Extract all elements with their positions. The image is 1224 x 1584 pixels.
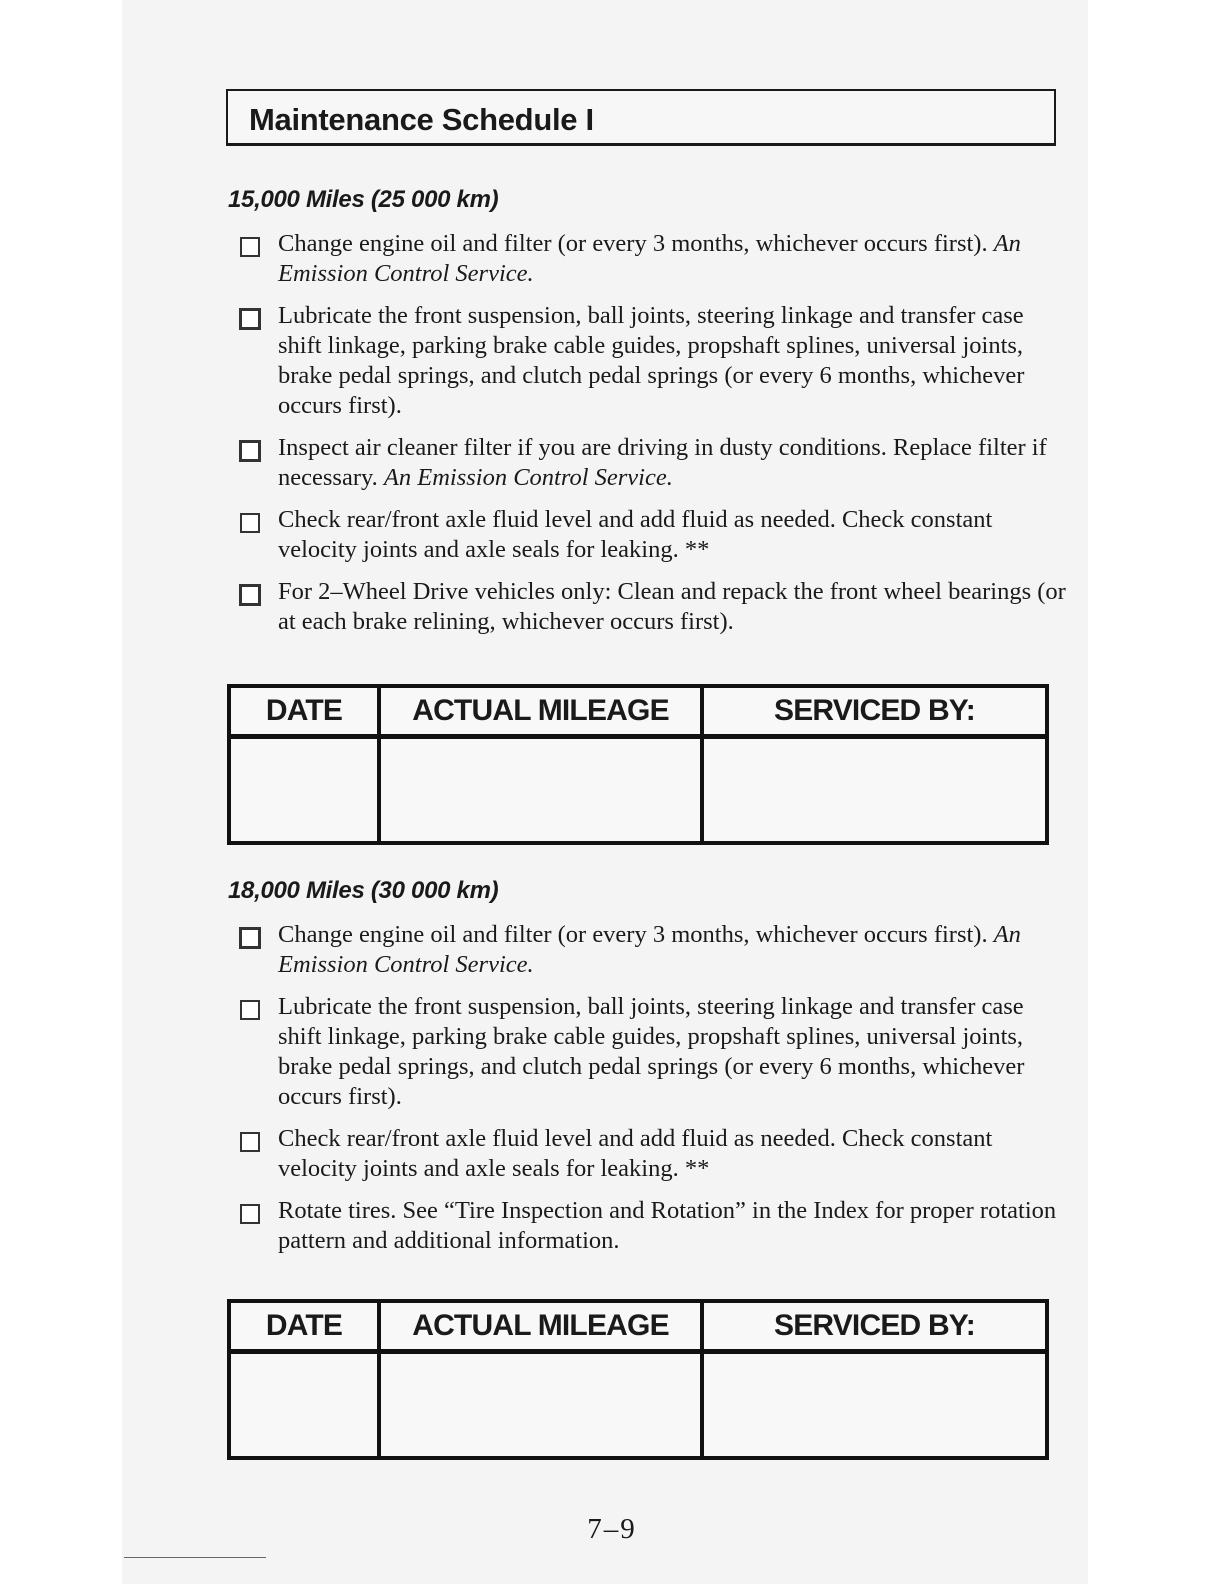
item-text: Lubricate the front suspension, ball joints, steering linkage and transfer case shift linkage, parking brake cable guides, propshaft splines, universal joints, brake pedal springs, and clutch pedal springs (or every 6 months, whichever occurs first). — [278, 302, 1025, 419]
mileage-entry-cell[interactable] — [379, 737, 702, 844]
page-title: Maintenance Schedule I — [249, 102, 594, 137]
page-number: 7–9 — [587, 1513, 637, 1545]
item-text: Rotate tires. See “Tire Inspection and Rotation” in the Index for proper rotation pattern and additional information. — [278, 1197, 1057, 1254]
date-entry-cell[interactable] — [229, 1352, 379, 1459]
item-text: Lubricate the front suspension, ball joints, steering linkage and transfer case shift linkage, parking brake cable guides, propshaft splines, universal joints, brake pedal springs, and clutch pedal springs (or every 6 months, whichever occurs first). — [278, 993, 1025, 1110]
checkbox[interactable] — [239, 440, 261, 462]
mileage-column-header: ACTUAL MILEAGE — [379, 686, 702, 737]
mileage-column-header: ACTUAL MILEAGE — [379, 1301, 702, 1352]
page-title-box — [226, 89, 1056, 146]
date-column-header: DATE — [229, 686, 379, 737]
page-edge-divider — [124, 1557, 266, 1558]
checklist-item — [238, 577, 1068, 637]
checklist-18000 — [238, 920, 1068, 1256]
service-log-table-18000 — [227, 1299, 1049, 1460]
checklist-item — [238, 433, 1068, 493]
serviced-by-entry-cell[interactable] — [702, 737, 1047, 844]
checkbox[interactable] — [239, 927, 261, 949]
item-text: Change engine oil and filter (or every 3 months, whichever occurs first). — [278, 230, 988, 257]
checkbox[interactable] — [239, 584, 261, 606]
checklist-15000 — [238, 229, 1068, 637]
checkbox[interactable] — [240, 1132, 260, 1152]
service-log-table-15000 — [227, 684, 1049, 845]
checklist-item — [238, 1196, 1068, 1256]
checkbox[interactable] — [240, 1204, 260, 1224]
checkbox[interactable] — [240, 237, 260, 257]
checklist-item — [238, 301, 1068, 421]
checklist-item — [238, 992, 1068, 1112]
date-column-header: DATE — [229, 1301, 379, 1352]
item-text: Check rear/front axle fluid level and add fluid as needed. Check constant velocity joints and axle seals for leaking. ** — [278, 1125, 993, 1182]
section-heading-18000: 18,000 Miles (30 000 km) — [228, 877, 499, 904]
checklist-item — [238, 920, 1068, 980]
item-note: An Emission Control Service. — [278, 230, 1021, 287]
item-text: Change engine oil and filter (or every 3 months, whichever occurs first). — [278, 921, 988, 948]
date-entry-cell[interactable] — [229, 737, 379, 844]
checkbox[interactable] — [239, 308, 261, 330]
item-note: An Emission Control Service. — [383, 464, 673, 491]
item-text: Check rear/front axle fluid level and add fluid as needed. Check constant velocity joints and axle seals for leaking. ** — [278, 506, 993, 563]
checklist-item — [238, 505, 1068, 565]
item-text: Inspect air cleaner filter if you are driving in dusty conditions. Replace filter if necessary. — [278, 434, 1047, 491]
checklist-item — [238, 1124, 1068, 1184]
item-text: For 2–Wheel Drive vehicles only: Clean and repack the front wheel bearings (or at each brake relining, whichever occurs first). — [278, 578, 1066, 635]
mileage-entry-cell[interactable] — [379, 1352, 702, 1459]
checkbox[interactable] — [240, 513, 260, 533]
serviced-by-column-header: SERVICED BY: — [702, 1301, 1047, 1352]
checklist-item — [238, 229, 1068, 289]
item-note: An Emission Control Service. — [278, 921, 1021, 978]
section-heading-15000: 15,000 Miles (25 000 km) — [228, 186, 499, 213]
serviced-by-column-header: SERVICED BY: — [702, 686, 1047, 737]
serviced-by-entry-cell[interactable] — [702, 1352, 1047, 1459]
checkbox[interactable] — [240, 1000, 260, 1020]
